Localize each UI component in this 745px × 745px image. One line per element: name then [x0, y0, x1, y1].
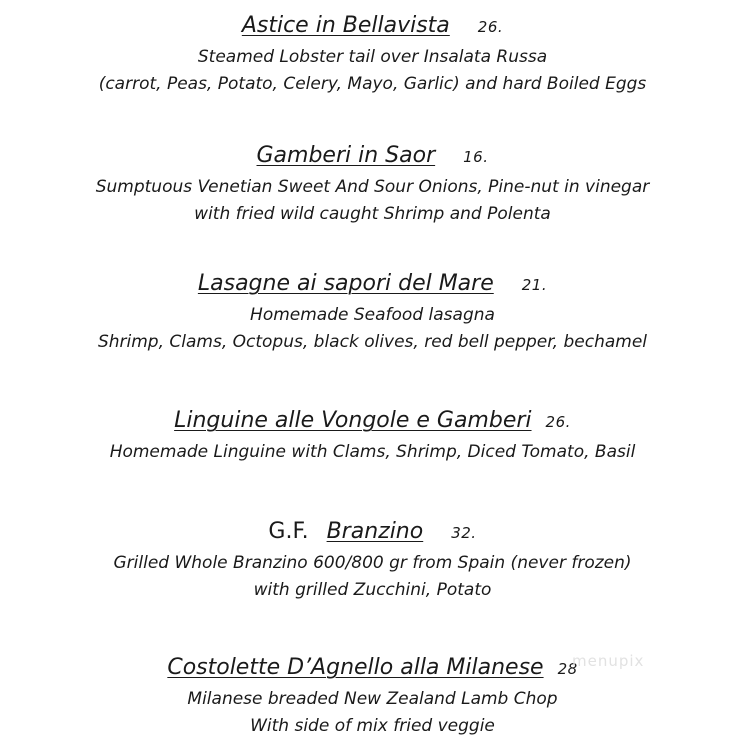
dish-description: Homemade Linguine with Clams, Shrimp, Diced Tomato, Basil — [109, 442, 636, 462]
dish-price: 26. — [545, 413, 571, 431]
dish-name: Astice in Bellavista — [241, 13, 450, 38]
dish-description: Shrimp, Clams, Octopus, black olives, red bell pepper, bechamel — [97, 332, 648, 352]
dish-description: Grilled Whole Branzino 600/800 gr from Spain (never frozen) — [113, 553, 632, 573]
dish-description: with fried wild caught Shrimp and Polenta — [194, 204, 551, 224]
menu-item-title — [0, 12, 745, 41]
dish-description: Milanese breaded New Zealand Lamb Chop — [187, 689, 558, 709]
menu-item-title — [0, 270, 745, 299]
dish-description: With side of mix fried veggie — [250, 716, 495, 736]
dish-price: 16. — [463, 148, 489, 166]
menu-item-title — [0, 142, 745, 171]
dish-description: Sumptuous Venetian Sweet And Sour Onions, Pine-nut in vinegar — [95, 177, 650, 197]
menu-item-linguine — [0, 407, 745, 466]
dish-name: Lasagne ai sapori del Mare — [197, 271, 494, 296]
menu-item-title — [0, 518, 745, 547]
menu-item-gamberi — [0, 142, 745, 228]
dish-name: Costolette D’Agnello alla Milanese — [167, 655, 544, 680]
menu-item-branzino — [0, 518, 745, 604]
dish-description: Steamed Lobster tail over Insalata Russa — [197, 47, 548, 67]
watermark: menupix — [572, 652, 645, 670]
menu-item-lasagne — [0, 270, 745, 356]
menu-item-astice — [0, 12, 745, 98]
dish-description: Homemade Seafood lasagna — [250, 305, 495, 325]
dish-name: Branzino — [326, 519, 424, 544]
dish-price: 26. — [477, 18, 504, 36]
dish-name: Gamberi in Saor — [256, 143, 436, 168]
dish-name: Linguine alle Vongole e Gamberi — [174, 408, 532, 433]
dish-price: 21. — [521, 276, 548, 294]
dish-price: 28 — [557, 660, 578, 678]
menu-item-title — [0, 407, 745, 436]
dish-description: with grilled Zucchini, Potato — [253, 580, 492, 600]
dish-description: (carrot, Peas, Potato, Celery, Mayo, Garlic) and hard Boiled Eggs — [98, 74, 647, 94]
dish-price: 32. — [451, 524, 477, 542]
gluten-free-label: G.F. — [268, 519, 309, 544]
